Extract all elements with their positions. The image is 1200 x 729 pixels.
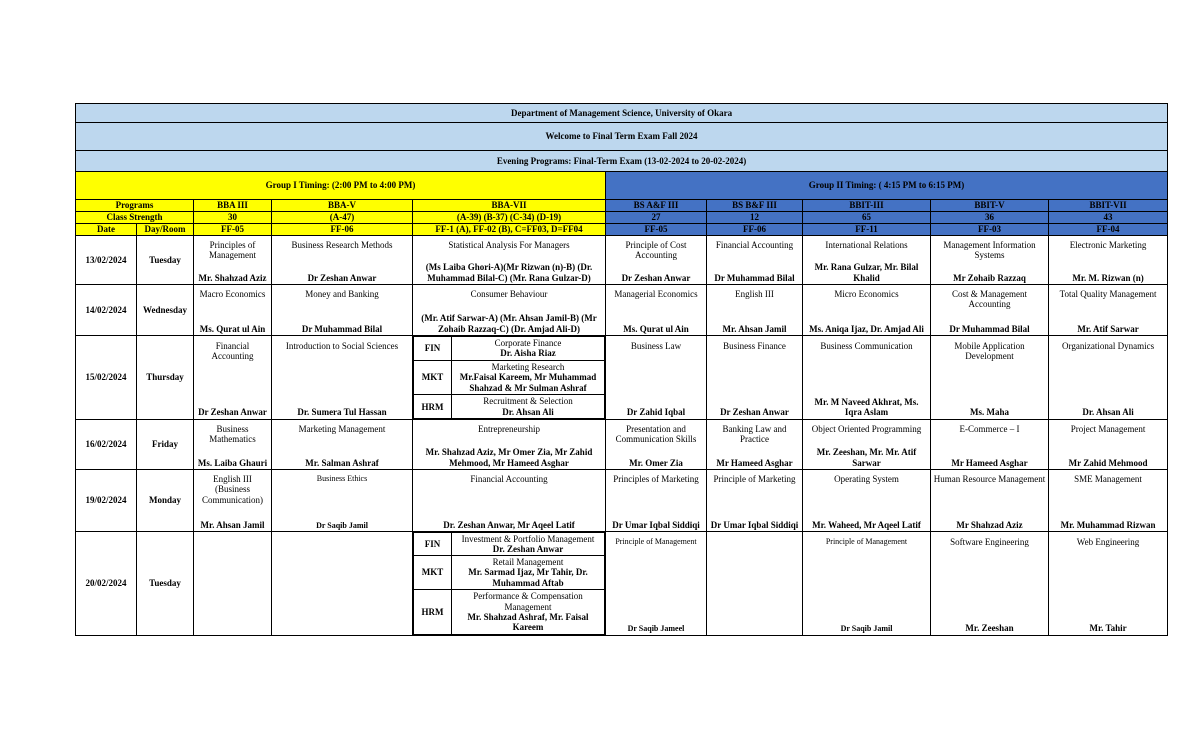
schedule-row <box>76 285 1168 336</box>
teacher-name: Mr. M Naveed Akhrat, Ms. Iqra Aslam <box>814 396 919 418</box>
specialization-tag: MKT <box>414 556 452 590</box>
class-strength-row <box>76 212 1168 224</box>
teacher-name: Ms. Qurat ul Ain <box>623 323 689 334</box>
course-name: Consumer Behaviour <box>470 289 548 299</box>
course-name: Recruitment & Selection <box>483 396 573 407</box>
strength-cell: 27 <box>606 212 707 224</box>
course-cell <box>803 285 931 336</box>
room-cell: FF-11 <box>803 224 931 236</box>
course-cell <box>1049 532 1168 636</box>
specialization-row <box>414 395 605 419</box>
program-cell: BS B&F III <box>707 200 803 212</box>
course-cell <box>194 236 272 285</box>
course-cell <box>413 532 606 636</box>
room-cell: FF-03 <box>931 224 1049 236</box>
course-name: Introduction to Social Sciences <box>285 340 399 351</box>
exam-day: Tuesday <box>137 236 194 285</box>
specialization-table <box>413 336 605 419</box>
room-cell: FF-06 <box>272 224 413 236</box>
course-name: Financial Accounting <box>715 240 794 250</box>
course-cell <box>931 420 1049 470</box>
teacher-name: Mr. Muhammad Rizwan <box>1060 519 1156 530</box>
teacher-name: Dr Muhammad Bilal <box>301 323 383 334</box>
teacher-name: Mr. Zeeshan <box>965 623 1014 634</box>
teacher-name: Dr Zahid Iqbal <box>626 407 686 418</box>
course-cell <box>272 470 413 532</box>
course-cell <box>803 470 931 532</box>
exam-date: 19/02/2024 <box>76 470 137 532</box>
strength-cell: (A-47) <box>272 212 413 224</box>
course-cell <box>413 336 606 420</box>
strength-cell: 65 <box>803 212 931 224</box>
course-name: Managerial Economics <box>614 289 698 299</box>
teacher-name: Mr Hameed Asghar <box>716 457 793 468</box>
course-name: Object Oriented Programming <box>811 424 922 434</box>
course-name: Software Engineering <box>950 536 1029 547</box>
teacher-name: Mr. Shahzad Aziz <box>198 272 267 283</box>
teacher-name: Dr Zeshan Anwar <box>198 407 267 418</box>
course-cell <box>272 420 413 470</box>
course-name: Electronic Marketing <box>1069 240 1147 250</box>
teacher-name: Mr. Shahzad Aziz, Mr Omer Zia, Mr Zahid Mehmood, Mr Hameed Asghar <box>425 447 593 468</box>
course-cell <box>931 532 1049 636</box>
program-subtitle: Evening Programs: Final-Term Exam (13-02-2024 to 20-02-2024) <box>76 151 1168 172</box>
course-name: Entrepreneurship <box>478 424 540 434</box>
teacher-name: Dr Muhammad Bilal <box>714 272 795 283</box>
course-cell <box>707 470 803 532</box>
group-2-timing: Group II Timing: ( 4:15 PM to 6:15 PM) <box>606 172 1168 200</box>
program-cell: BBA-VII <box>413 200 606 212</box>
course-name: Principle of Marketing <box>713 474 796 484</box>
teacher-name: Mr Zahid Mehmood <box>1068 457 1148 468</box>
course-cell <box>931 336 1049 420</box>
exam-date: 20/02/2024 <box>76 532 137 636</box>
specialization-course <box>452 590 605 635</box>
group-1-timing: Group I Timing: (2:00 PM to 4:00 PM) <box>76 172 606 200</box>
course-name: International Relations <box>825 240 908 250</box>
course-name: Principle of Cost Accounting <box>625 240 687 261</box>
course-name: Financial Accounting <box>211 340 254 361</box>
teacher-name: (Ms Laiba Ghori-A)(Mr Rizwan (n)-B) (Dr. Muhammad Bilal-C) (Mr. Rana Gulzar-D) <box>425 262 593 283</box>
welcome-title: Welcome to Final Term Exam Fall 2024 <box>76 123 1168 151</box>
course-name: Statistical Analysis For Managers <box>448 240 570 250</box>
course-name: English III <box>735 289 774 299</box>
teacher-name: Mr. Shahzad Ashraf, Mr. Faisal Kareem <box>467 612 589 633</box>
course-name: Business Ethics <box>316 474 368 483</box>
strength-cell: 30 <box>194 212 272 224</box>
course-name: Business Law <box>630 340 682 351</box>
course-cell <box>707 532 803 636</box>
schedule-row <box>76 532 1168 636</box>
schedule-body <box>76 236 1168 636</box>
program-cell: BS A&F III <box>606 200 707 212</box>
teacher-name: Dr Saqib Jamil <box>316 520 368 530</box>
course-name: Performance & Compensation Management <box>473 591 583 612</box>
teacher-name: Mr. Ahsan Jamil <box>200 519 265 530</box>
course-cell <box>803 336 931 420</box>
teacher-name: Dr. Aisha Riaz <box>500 348 556 359</box>
course-name: English III (Business Communication) <box>202 474 263 505</box>
teacher-name: Dr. Zeshan Anwar <box>492 544 564 554</box>
course-name: Banking Law and Practice <box>722 424 787 445</box>
specialization-tag: FIN <box>414 533 452 556</box>
teacher-name: Dr. Sumera Tul Hassan <box>297 407 387 418</box>
course-cell <box>707 420 803 470</box>
specialization-row <box>414 337 605 361</box>
course-cell <box>413 285 606 336</box>
day-room-label: Day/Room <box>137 224 194 236</box>
specialization-course <box>452 360 605 395</box>
specialization-course <box>452 337 605 361</box>
teacher-name: Ms. Aniqa Ijaz, Dr. Amjad Ali <box>809 323 924 334</box>
specialization-tag: FIN <box>414 337 452 361</box>
course-cell <box>272 532 413 636</box>
course-cell <box>707 285 803 336</box>
teacher-name: Ms. Maha <box>970 407 1009 418</box>
specialization-tag: MKT <box>414 360 452 395</box>
course-cell <box>194 420 272 470</box>
specialization-row <box>414 590 605 635</box>
teacher-name: Mr Hameed Asghar <box>951 457 1028 468</box>
program-cell: BBA III <box>194 200 272 212</box>
course-name: Presentation and Communication Skills <box>615 424 697 445</box>
course-cell <box>413 420 606 470</box>
course-cell <box>272 336 413 420</box>
course-cell <box>803 236 931 285</box>
strength-cell: 43 <box>1049 212 1168 224</box>
programs-row <box>76 200 1168 212</box>
teacher-name: Mr Zohaib Razzaq <box>953 272 1026 283</box>
course-name: Principle of Management <box>825 536 908 546</box>
teacher-name: Mr. Sarmad Ijaz, Mr Tahir, Dr. Muhammad Aftab <box>468 567 588 588</box>
teacher-name: Ms. Laiba Ghauri <box>197 457 268 468</box>
course-name: Retail Management <box>492 557 564 567</box>
specialization-course <box>452 533 605 556</box>
exam-day: Monday <box>137 470 194 532</box>
exam-date: 14/02/2024 <box>76 285 137 336</box>
specialization-row <box>414 360 605 395</box>
exam-date: 13/02/2024 <box>76 236 137 285</box>
course-name: Marketing Research <box>491 361 565 372</box>
teacher-name: Dr Umar Iqbal Siddiqi <box>612 519 700 530</box>
teacher-name: Mr. Atif Sarwar <box>1077 323 1139 334</box>
teacher-name: Dr Zeshan Anwar <box>621 272 691 283</box>
specialization-tag: HRM <box>414 590 452 635</box>
course-name: Business Finance <box>723 340 786 351</box>
department-title: Department of Management Science, University of Okara <box>76 104 1168 123</box>
teacher-name: Mr. Rana Gulzar, Mr. Bilal Khalid <box>814 262 919 283</box>
exam-schedule-table <box>75 103 1168 636</box>
teacher-name: Mr.Faisal Kareem, Mr Muhammad Shahzad & Mr Sulman Ashraf <box>459 372 597 393</box>
course-name: Micro Economics <box>834 289 899 299</box>
exam-date: 15/02/2024 <box>76 336 137 420</box>
course-name: Principles of Management <box>209 240 256 261</box>
course-name: Human Resource Management <box>933 474 1046 484</box>
course-cell <box>1049 420 1168 470</box>
course-name: Project Management <box>1070 424 1146 434</box>
course-cell <box>413 470 606 532</box>
teacher-name: Mr. Omer Zia <box>629 457 683 468</box>
exam-date: 16/02/2024 <box>76 420 137 470</box>
course-name: E-Commerce – I <box>959 424 1020 434</box>
strength-cell: 36 <box>931 212 1049 224</box>
course-cell <box>606 470 707 532</box>
course-name: Web Engineering <box>1076 536 1140 547</box>
teacher-name: Mr. Salman Ashraf <box>305 457 379 468</box>
course-name: SME Management <box>1074 474 1142 484</box>
course-cell <box>931 470 1049 532</box>
course-name: Mobile Application Development <box>954 340 1025 361</box>
course-cell <box>707 336 803 420</box>
course-name: Business Mathematics <box>209 424 256 445</box>
course-cell <box>194 336 272 420</box>
course-name: Principle of Management <box>615 536 697 546</box>
teacher-name: (Mr. Atif Sarwar-A) (Mr. Ahsan Jamil-B) (Mr Zohaib Razzaq-C) (Dr. Amjad Ali-D) <box>421 313 597 334</box>
course-name: Investment & Portfolio Management <box>461 533 595 544</box>
teacher-name: Dr. Ahsan Ali <box>502 406 554 417</box>
course-name: Money and Banking <box>305 289 379 299</box>
schedule-row <box>76 236 1168 285</box>
course-cell <box>606 336 707 420</box>
program-cell: BBIT-V <box>931 200 1049 212</box>
teacher-name: Ms. Qurat ul Ain <box>199 323 266 334</box>
course-cell <box>803 420 931 470</box>
schedule-row <box>76 336 1168 420</box>
course-cell <box>606 532 707 636</box>
teacher-name: Dr Zeshan Anwar <box>307 272 377 283</box>
course-cell <box>272 236 413 285</box>
exam-day: Thursday <box>137 336 194 420</box>
teacher-name: Dr Zeshan Anwar <box>720 407 789 418</box>
course-name: Financial Accounting <box>470 474 548 484</box>
teacher-name: Mr. Tahir <box>1089 623 1127 634</box>
course-cell <box>194 532 272 636</box>
exam-day: Friday <box>137 420 194 470</box>
room-cell: FF-04 <box>1049 224 1168 236</box>
class-strength-label: Class Strength <box>76 212 194 224</box>
course-cell <box>272 285 413 336</box>
specialization-row <box>414 533 605 556</box>
program-cell: BBIT-VII <box>1049 200 1168 212</box>
course-cell <box>194 470 272 532</box>
course-cell <box>803 532 931 636</box>
strength-cell: (A-39) (B-37) (C-34) (D-19) <box>413 212 606 224</box>
program-cell: BBA-V <box>272 200 413 212</box>
teacher-name: Mr. Zeeshan, Mr. Mr. Atif Sarwar <box>816 447 917 468</box>
room-cell: FF-1 (A), FF-02 (B), C=FF03, D=FF04 <box>413 224 606 236</box>
course-cell <box>931 236 1049 285</box>
course-name: Business Communication <box>820 340 913 351</box>
course-name: Management Information Systems <box>943 240 1036 261</box>
course-cell <box>413 236 606 285</box>
date-label: Date <box>76 224 137 236</box>
schedule-row <box>76 420 1168 470</box>
course-cell <box>1049 285 1168 336</box>
rooms-row <box>76 224 1168 236</box>
teacher-name: Dr Saqib Jameel <box>627 624 685 634</box>
course-cell <box>1049 236 1168 285</box>
course-name: Total Quality Management <box>1059 289 1157 299</box>
teacher-name: Mr. M. Rizwan (n) <box>1072 272 1144 283</box>
specialization-table <box>413 532 605 635</box>
teacher-name: Mr. Waheed, Mr Aqeel Latif <box>812 519 921 530</box>
teacher-name: Dr Muhammad Bilal <box>949 323 1030 334</box>
teacher-name: Dr. Zeshan Anwar, Mr Aqeel Latif <box>443 519 575 530</box>
course-cell <box>194 285 272 336</box>
course-cell <box>1049 336 1168 420</box>
course-cell <box>707 236 803 285</box>
course-name: Marketing Management <box>298 424 386 434</box>
course-name: Corporate Finance <box>494 337 562 348</box>
room-cell: FF-05 <box>606 224 707 236</box>
teacher-name: Mr Shahzad Aziz <box>956 519 1023 530</box>
specialization-course <box>452 395 605 419</box>
course-cell <box>606 236 707 285</box>
course-name: Organizational Dynamics <box>1062 340 1155 351</box>
specialization-course <box>452 556 605 590</box>
exam-day: Tuesday <box>137 532 194 636</box>
specialization-row <box>414 556 605 590</box>
specialization-tag: HRM <box>414 395 452 419</box>
program-cell: BBIT-III <box>803 200 931 212</box>
course-name: Macro Economics <box>199 289 266 299</box>
exam-day: Wednesday <box>137 285 194 336</box>
teacher-name: Mr. Ahsan Jamil <box>722 323 787 334</box>
room-cell: FF-06 <box>707 224 803 236</box>
course-name: Principles of Marketing <box>613 474 699 484</box>
course-name: Cost & Management Accounting <box>952 289 1027 310</box>
course-name: Operating System <box>834 474 899 484</box>
course-cell <box>606 420 707 470</box>
teacher-name: Dr. Ahsan Ali <box>1082 407 1134 418</box>
course-cell <box>1049 470 1168 532</box>
teacher-name: Dr Umar Iqbal Siddiqi <box>710 519 799 530</box>
course-cell <box>606 285 707 336</box>
room-cell: FF-05 <box>194 224 272 236</box>
strength-cell: 12 <box>707 212 803 224</box>
course-cell <box>931 285 1049 336</box>
teacher-name: Dr Saqib Jamil <box>840 624 893 634</box>
programs-label: Programs <box>76 200 194 212</box>
schedule-row <box>76 470 1168 532</box>
course-name: Business Research Methods <box>291 240 393 250</box>
